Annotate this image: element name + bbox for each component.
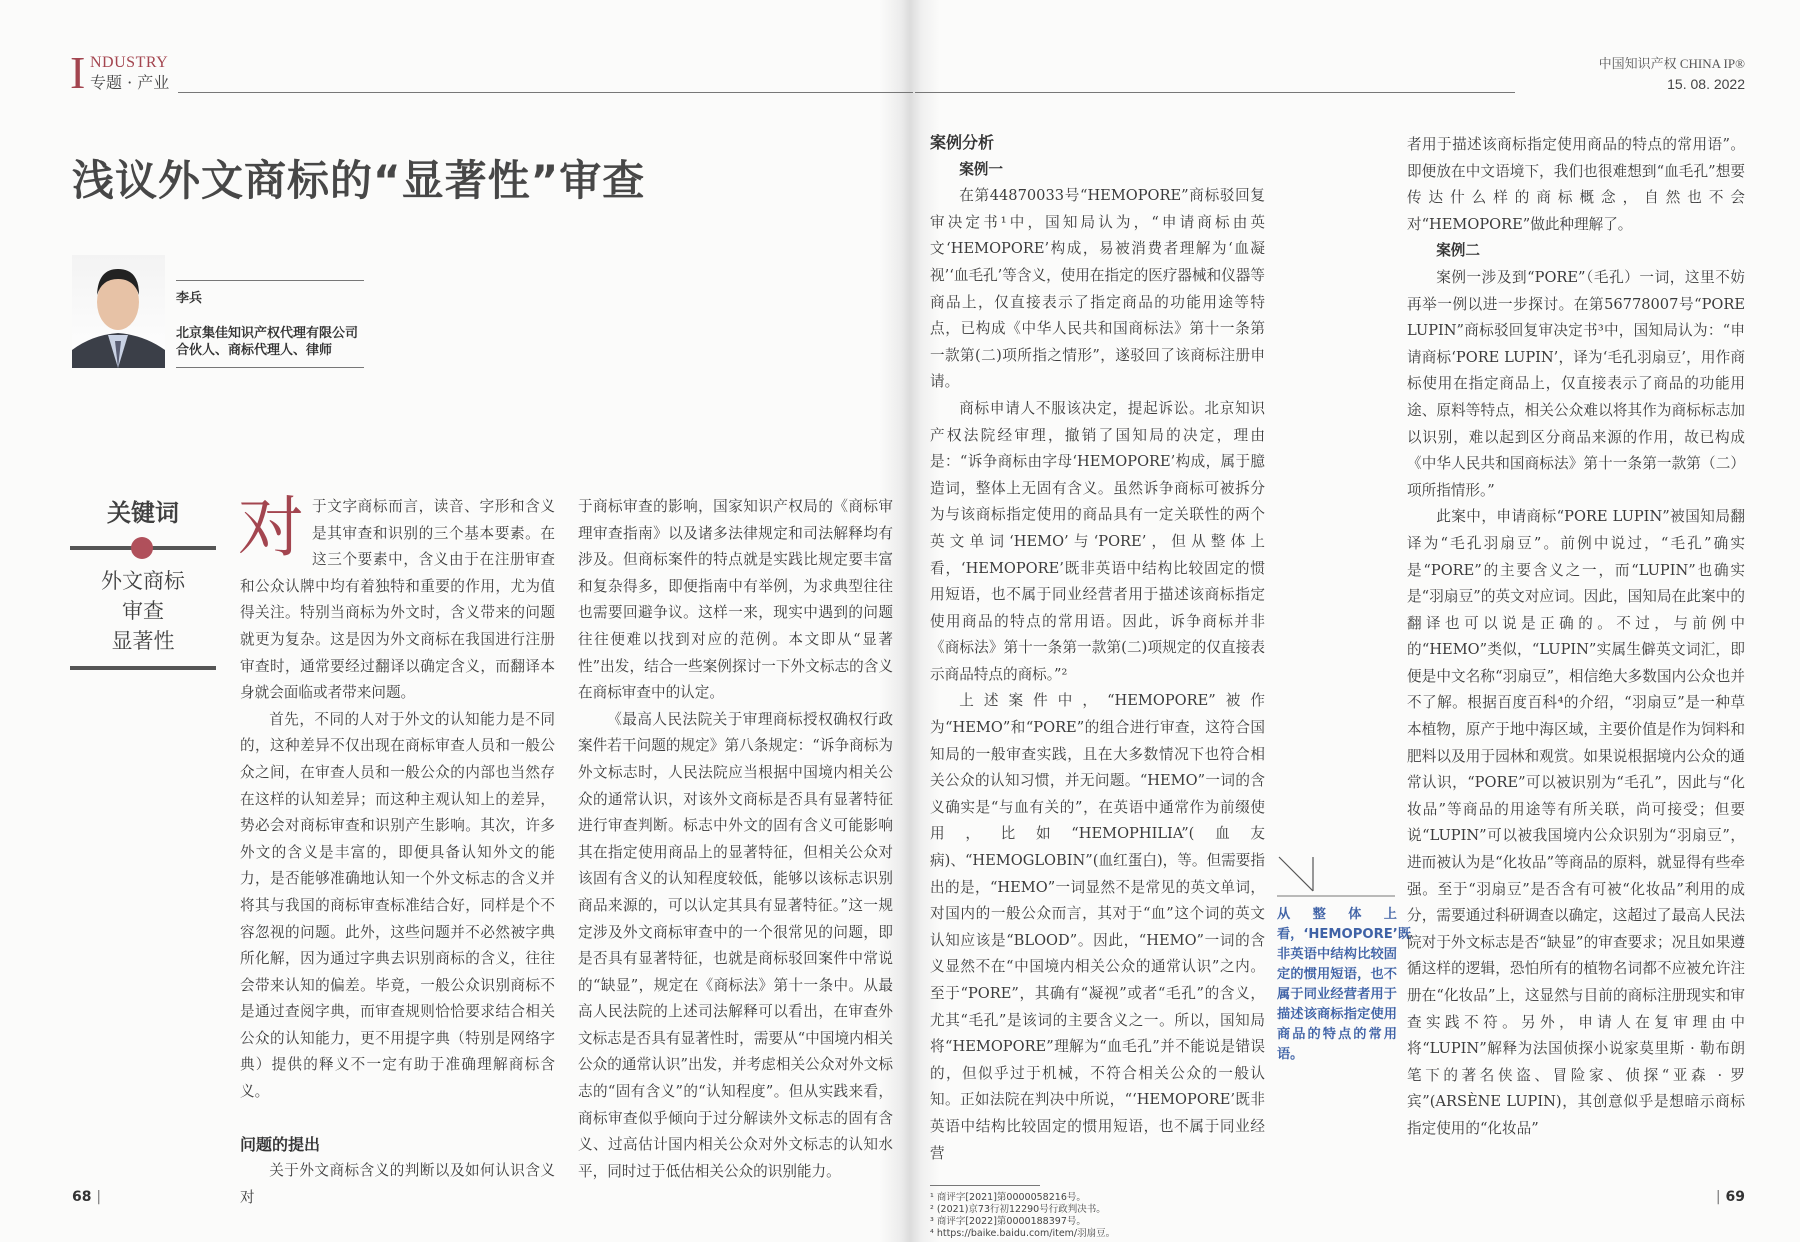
article-title: 浅议外文商标的“显著性”审查 — [72, 156, 646, 205]
body-column-4 — [1407, 132, 1745, 1143]
author-affiliation — [176, 325, 358, 359]
page-number: 68 — [72, 1189, 92, 1205]
page-number-right: | 69 — [1715, 1189, 1745, 1205]
keywords-bottom-rule — [70, 666, 216, 670]
section-heading: 问题的提出 — [240, 1134, 321, 1154]
paragraph: 者用于描述该商标指定使用商品的特点的常用语”。即便放在中文语境下，我们也很难想到“血毛孔”想要传达什么样的商标概念，自然也不会对“HEMOPORE”做此种理解了。 — [1407, 136, 1745, 233]
author-affiliation-line1: 北京集佳知识产权代理有限公司 — [176, 326, 359, 341]
footnote: ³ 商评字[2022]第0000188397号。 — [930, 1216, 1086, 1228]
footnote: ¹ 商评字[2021]第0000058216号。 — [930, 1192, 1086, 1204]
author-rule-bottom — [176, 367, 364, 368]
case-heading: 案例二 — [1436, 242, 1480, 260]
page-number-left: 68 | — [72, 1189, 102, 1205]
footnotes — [930, 1185, 1265, 1240]
body-column-3 — [930, 130, 1265, 1240]
diagonal-arrow-icon — [1277, 855, 1397, 900]
keyword-item: 审查 — [122, 599, 164, 623]
paragraph: 在第44870033号“HEMOPORE”商标驳回复审决定书¹中，国知局认为，“申请商标由英文‘HEMOPORE’构成，易被消费者理解为‘血凝视’‘血毛孔’等含义，使用在指定的医疗器械和仪器等商品上，仅直接表示了指定商品的功能用途等特点，已构成《中华人民共和国商标法》第十一条第一款第(二)项所指之情形”，遂驳回了该商标注册申请。 — [930, 187, 1265, 391]
paragraph: 关于外文商标含义的判断以及如何认识含义对 — [240, 1162, 555, 1206]
section-logo-en: NDUSTRY — [90, 54, 169, 71]
section-heading: 案例分析 — [930, 133, 995, 152]
header-rule-right — [915, 92, 1515, 93]
section-logo-initial: I — [70, 47, 86, 98]
case-heading: 案例一 — [959, 160, 1003, 178]
paragraph: 首先，不同的人对于外文的认知能力是不同的，这种差异不仅出现在商标审查人员和一般公众之间，在审查人员和一般公众的内部也当然存在这样的认知差异；而这种主观认知上的差异，势必会对商标审查和识别产生影响。其次，许多外文的含义是丰富的，即便具备认知外文的能力，是否能够准确地认知一个外文标志的含义并将其与我国的商标审查标准结合好，同样是个不容忽视的问题。此外，这些问题并不必然被字典所化解，因为通过字典去识别商标的含义，往往会带来认知的偏差。毕竟，一般公众识别商标不是通过查阅字典，而审查规则恰恰要求结合相关公众的认知能力，更不用提字典（特别是网络字典）提供的释义不一定有助于准确理解商标含义。 — [240, 710, 555, 1101]
keyword-item: 显著性 — [111, 629, 175, 653]
page-number: 69 — [1725, 1189, 1745, 1205]
keyword-item: 外文商标 — [101, 569, 185, 593]
issue-date: 15. 08. 2022 — [1667, 76, 1745, 92]
paragraph: 案例一涉及到“PORE”（毛孔）一词，这里不妨再举一例以进一步探讨。在第56778007号“PORE LUPIN”商标驳回复审决定书³中，国知局认为：“申请商标‘PORE LUPIN’，译为‘毛孔羽扇豆’，用作商标使用在指定商品上，仅直接表示了商品的功能用途、原料等特点，相关公众难以将其作为商标标志加以识别，难以起到区分商品来源的作用，故已构成《中华人民共和国商标法》第十一条第一款第（二）项所指情形。” — [1407, 268, 1745, 499]
body-column-2 — [578, 494, 893, 1185]
paragraph: 此案中，申请商标“PORE LUPIN”被国知局翻译为“毛孔羽扇豆”。前例中说过，“毛孔”确实是“PORE”的主要含义之一，而“LUPIN”也确实是“羽扇豆”的英文对应词。因此，国知局在此案中的翻译也可以说是正确的。不过，与前例中的“HEMO”类似，“LUPIN”实属生僻英文词汇，即便是中文名称“羽扇豆”，相信绝大多数国内公众也并不了解。根据百度百科⁴的介绍，“羽扇豆”是一种草本植物，原产于地中海区域，主要价值是作为饲料和肥料以及用于园林和观赏。如果说根据境内公众的通常认识，“PORE”可以被识别为“毛孔”，因此与“化妆品”等商品的用途等有所关联，尚可接受；但要说“LUPIN”可以被我国境内公众识别为“羽扇豆”，进而被认为是“化妆品”等商品的原料，就显得有些牵强。至于“羽扇豆”是否含有可被“化妆品”利用的成分，需要通过科研调查以确定，这超过了最高人民法院对于外文标志是否“缺显”的审查要求；况且如果遵循这样的逻辑，恐怕所有的植物名词都不应被允许注册在“化妆品”上，这显然与目前的商标注册现实和审查实践不符。另外，申请人在复审理由中将“LUPIN”解释为法国侦探小说家莫里斯 · 勒布朗笔下的著名侠盗、冒险家、侦探“亚森 · 罗宾”(ARSÈNE LUPIN)，其创意似乎是想暗示商标指定使用的“化妆品” — [1407, 508, 1745, 1137]
header-rule-left — [178, 92, 913, 93]
paragraph — [240, 494, 555, 707]
paragraph: 商标申请人不服该决定，提起诉讼。北京知识产权法院经审理，撤销了国知局的决定，理由是：“诉争商标由字母‘HEMOPORE’构成，属于臆造词，整体上无固有含义。虽然诉争商标可被拆分为与该商标指定使用的商品具有一定关联性的两个英文单词‘HEMO’与‘PORE’，但从整体上看，‘HEMOPORE’既非英语中结构比较固定的惯用短语，也不属于同业经营者用于描述该商标指定使用商品的特点的常用语。因此，诉争商标并非《商标法》第十一条第一款第(二)项规定的仅直接表示商品特点的商标。”² — [930, 399, 1265, 683]
footnote-rule — [930, 1185, 1040, 1186]
author-name: 李兵 — [176, 291, 203, 306]
keywords-title: 关键词 — [107, 498, 179, 527]
red-dot-icon — [131, 537, 153, 559]
author-rule-top — [176, 280, 364, 281]
footnote: ⁴ https://baike.baidu.com/item/羽扇豆。 — [930, 1228, 1116, 1240]
author-photo — [72, 255, 165, 368]
drop-cap: 对 — [238, 492, 304, 565]
author-affiliation-line2: 合伙人、商标代理人、律师 — [176, 343, 333, 358]
magazine-name: 中国知识产权 CHINA IP® — [1598, 56, 1745, 71]
paragraph: 《最高人民法院关于审理商标授权确权行政案件若干问题的规定》第八条规定：“诉争商标为外文标志时，人民法院应当根据中国境内相关公众的通常认识，对该外文商标是否具有显著特征进行审查判断。标志中外文的固有含义可能影响其在指定使用商品上的显著特征，但相关公众对该固有含义的认知程度较低，能够以该标志识别商品来源的，可以认定其具有显著特征。”这一规定涉及外文商标审查中的一个很常见的问题，即是否具有显著特征，也就是商标驳回案件中常说的“缺显”，规定在《商标法》第十一条中。从最高人民法院的上述司法解释可以看出，在审查外文标志是否具有显著性时，需要从“中国境内相关公众的通常认识”出发，并考虑相关公众对外文标志的“固有含义”的“认知程度”。但从实践来看，商标审查似乎倾向于过分解读外文标志的固有含义、过高估计国内相关公众对外文标志的认知水平，同时过于低估相关公众的识别能力。 — [578, 710, 893, 1180]
body-column-1 — [240, 494, 555, 1211]
paragraph: 于商标审查的影响，国家知识产权局的《商标审理审查指南》以及诸多法律规定和司法解释均有涉及。但商标案件的特点就是实践比规定要丰富和复杂得多，即便指南中有举例，为求典型往往也需要回避争议。这样一来，现实中遇到的问题往往便难以找到对应的范例。本文即从“显著性”出发，结合一些案例探讨一下外文标志的含义在商标审查中的认定。 — [578, 498, 893, 702]
footnote: ² (2021)京73行初12290号行政判决书。 — [930, 1204, 1106, 1216]
paragraph-text: 于文字商标而言，读音、字形和含义是其审查和识别的三个基本要素。在这三个要素中，含义由于在注册审查和公众认牌中均有着独特和重要的作用，尤为值得关注。特别当商标为外文时，含义带来的问题就更为复杂。这是因为外文商标在我国进行注册审查时，通常要经过翻译以确定含义，而翻译本身就会面临或者带来问题。 — [240, 498, 555, 702]
paragraph: 上述案件中，“HEMOPORE”被作为“HEMO”和“PORE”的组合进行审查，这符合国知局的一般审查实践，且在大多数情况下也符合相关公众的认知习惯，并无问题。“HEMO”一词的含义确实是“与血有关的”，在英语中通常作为前缀使用，比如“HEMOPHILIA”(血友病)、“HEMOGLOBIN”(血红蛋白)，等。但需要指出的是，“HEMO”一词显然不是常见的英文单词，对国内的一般公众而言，其对于“血”这个词的英文认知应该是“BLOOD”。因此，“HEMO”一词的含义显然不在“中国境内相关公众的通常认识”之内。至于“PORE”，其确有“凝视”或者“毛孔”的含义，尤其“毛孔”是该词的主要含义之一。所以，国知局将“HEMOPORE”理解为“血毛孔”并不能说是错误的，但似乎过于机械，不符合相关公众的一般认知。正如法院在判决中所说，“‘HEMOPORE’既非英语中结构比较固定的惯用短语，也不属于同业经营 — [930, 692, 1265, 1162]
pull-quote: 从整体上看，‘HEMOPORE’既非英语中结构比较固定的惯用短语，也不属于同业经营者用于描述该商标指定使用商品的特点的常用语。 — [1277, 907, 1411, 1062]
section-logo-zh: 专题 · 产业 — [90, 73, 170, 92]
